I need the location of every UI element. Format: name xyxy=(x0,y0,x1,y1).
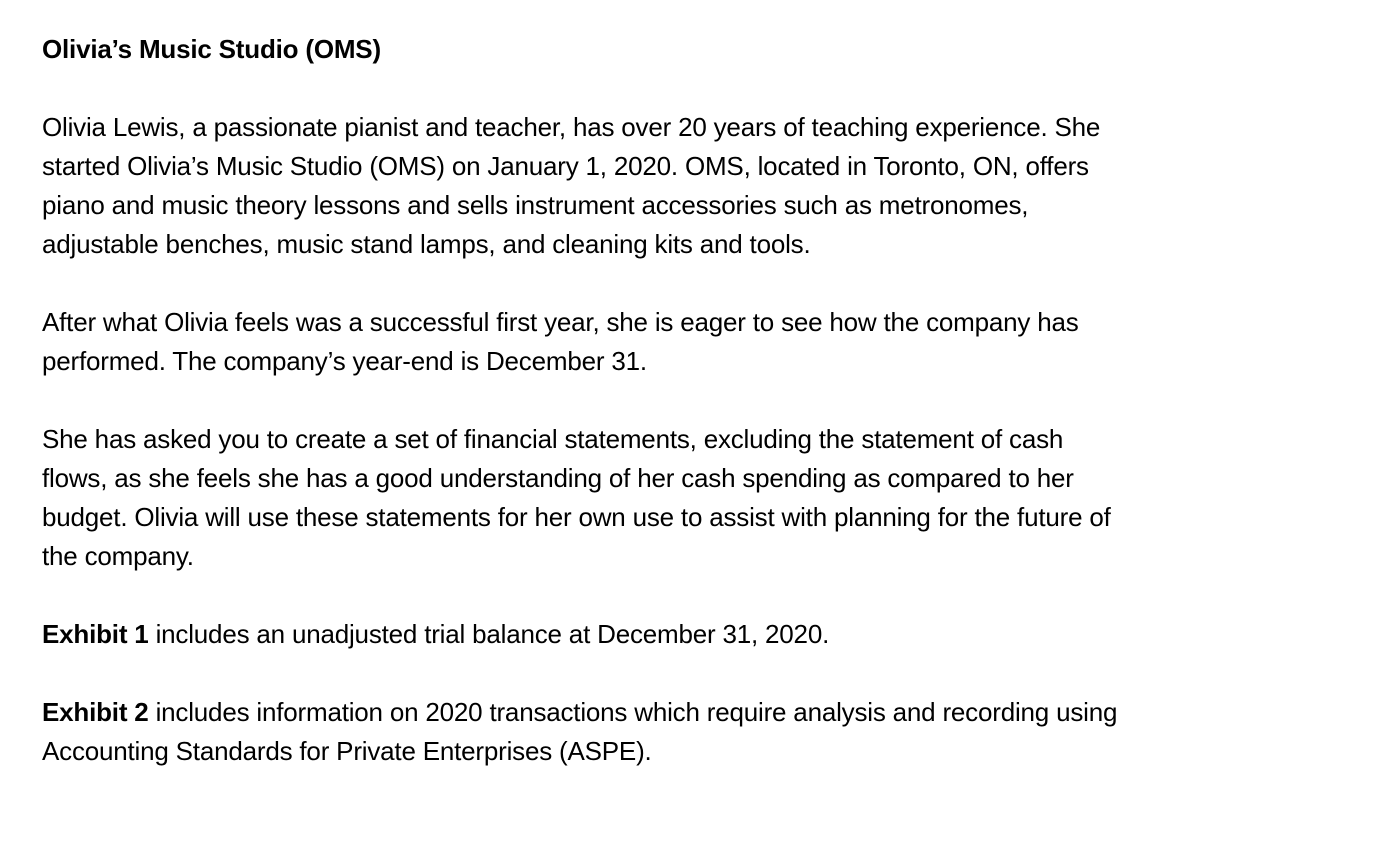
request-line: the company. xyxy=(42,541,194,571)
intro-paragraph xyxy=(42,108,1342,264)
request-line: flows, as she feels she has a good understanding of her cash spending as compared to her xyxy=(42,463,1074,493)
performance-line: After what Olivia feels was a successful first year, she is eager to see how the company has xyxy=(42,307,1079,337)
intro-line: Olivia Lewis, a passionate pianist and teacher, has over 20 years of teaching experience. She xyxy=(42,112,1101,142)
performance-paragraph xyxy=(42,303,1342,381)
exhibit-2-text: includes information on 2020 transactions which require analysis and recording using xyxy=(148,697,1118,727)
performance-line: performed. The company’s year-end is December 31. xyxy=(42,346,647,376)
document-body xyxy=(42,30,1342,810)
exhibit-1-paragraph xyxy=(42,615,1342,654)
exhibit-2-line: Accounting Standards for Private Enterprises (ASPE). xyxy=(42,736,652,766)
document-title: Olivia’s Music Studio (OMS) xyxy=(42,34,381,64)
exhibit-1-line xyxy=(42,615,1342,654)
exhibit-2-line xyxy=(42,693,1342,732)
intro-line: piano and music theory lessons and sells instrument accessories such as metronomes, xyxy=(42,190,1029,220)
exhibit-1-text: includes an unadjusted trial balance at December 31, 2020. xyxy=(148,619,830,649)
exhibit-2-paragraph xyxy=(42,693,1342,771)
request-line: She has asked you to create a set of financial statements, excluding the statement of cash xyxy=(42,424,1064,454)
request-paragraph xyxy=(42,420,1342,576)
exhibit-2-label: Exhibit 2 xyxy=(42,697,149,727)
intro-line: started Olivia’s Music Studio (OMS) on January 1, 2020. OMS, located in Toronto, ON, offers xyxy=(42,151,1089,181)
intro-line: adjustable benches, music stand lamps, and cleaning kits and tools. xyxy=(42,229,811,259)
exhibit-1-label: Exhibit 1 xyxy=(42,619,149,649)
request-line: budget. Olivia will use these statements for her own use to assist with planning for the future of xyxy=(42,502,1111,532)
